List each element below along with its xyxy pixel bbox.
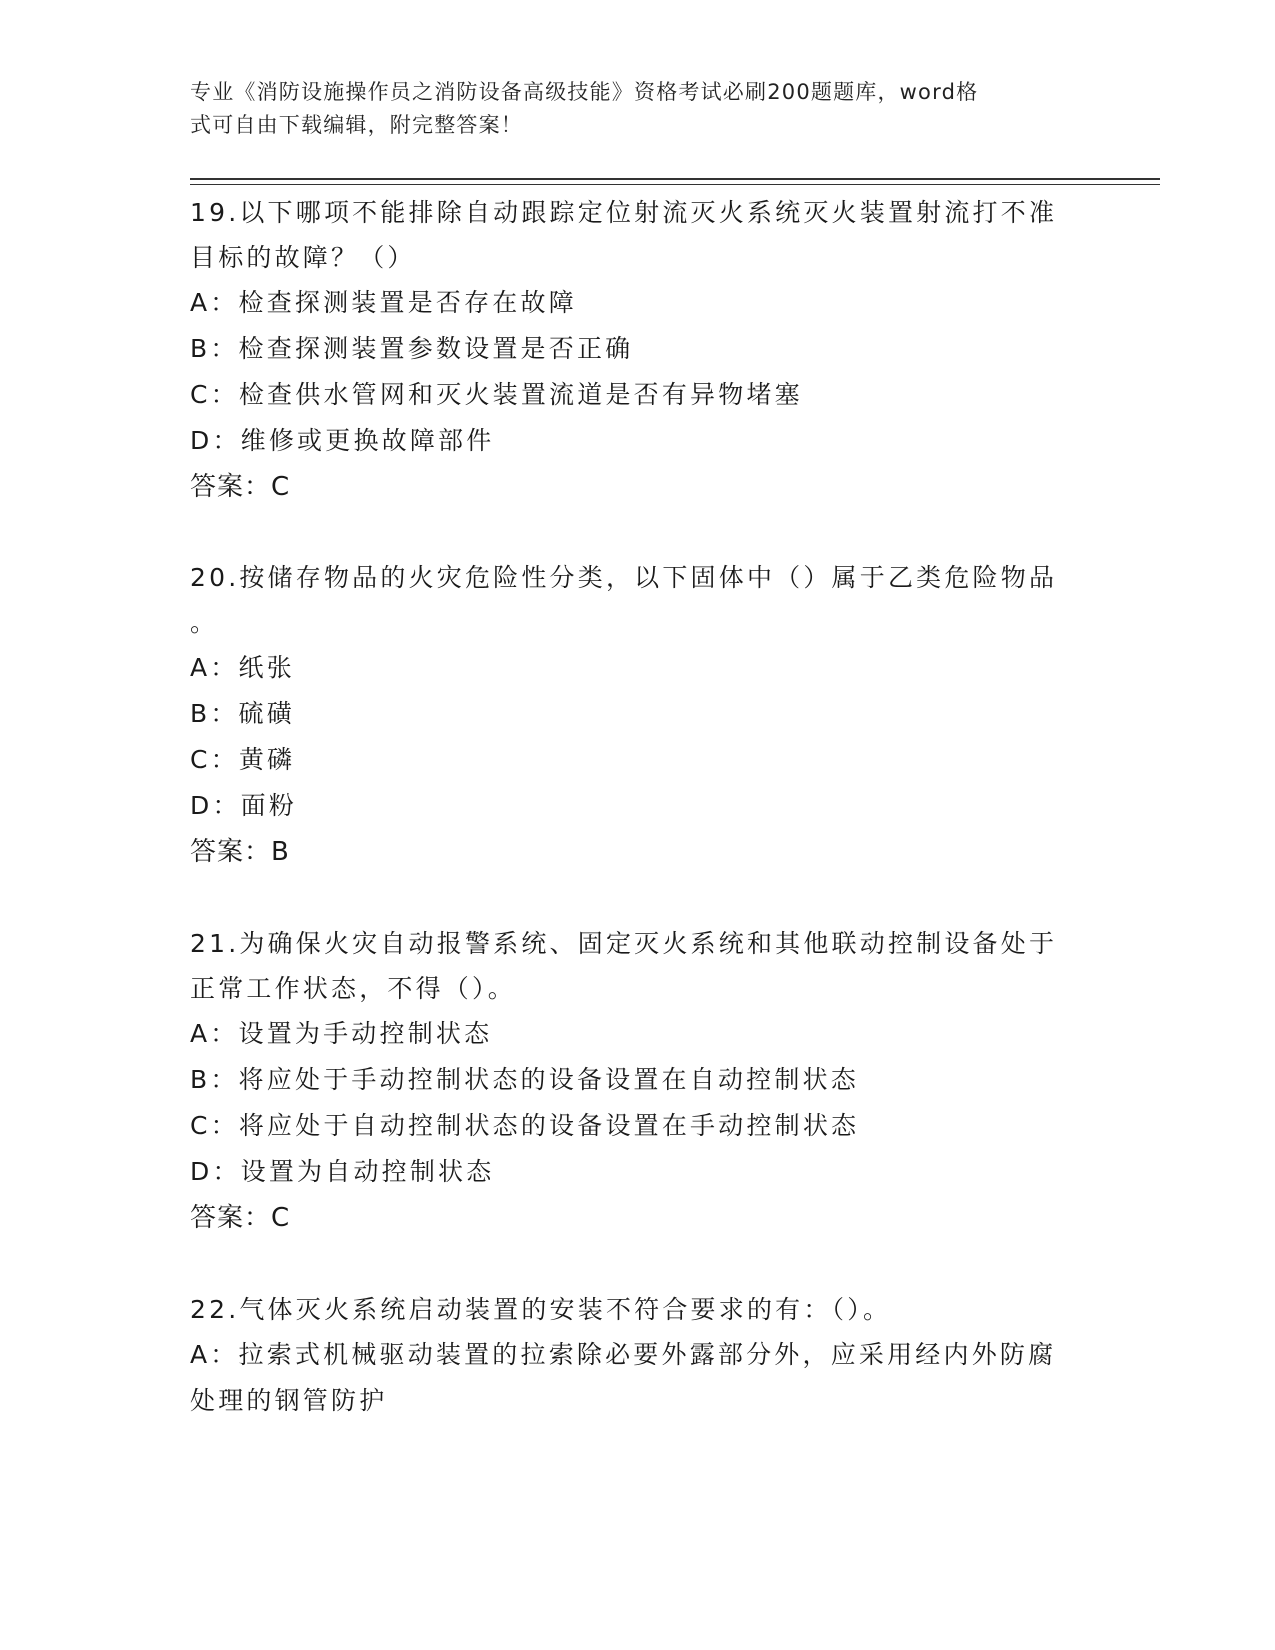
question-stem-line: 。 (190, 608, 219, 637)
header-line-1: 专业《消防设施操作员之消防设备高级技能》资格考试必刷200题题库，word格 (190, 80, 979, 104)
header-divider-thin (190, 184, 1160, 185)
option-d: D：设置为自动控制状态 (190, 1157, 495, 1186)
option-a: A：纸张 (190, 653, 295, 682)
option-a: A：拉索式机械驱动装置的拉索除必要外露部分外，应采用经内外防腐 (190, 1340, 1057, 1369)
option-c: C：将应处于自动控制状态的设备设置在手动控制状态 (190, 1111, 860, 1140)
header-divider-thick (190, 178, 1160, 180)
question-stem-line: 目标的故障？（） (190, 243, 416, 272)
option-b: B：检查探测装置参数设置是否正确 (190, 334, 634, 363)
option-b: B：硫磺 (190, 699, 295, 728)
question-stem-line: 21.为确保火灾自动报警系统、固定灭火系统和其他联动控制设备处于 (190, 929, 1058, 958)
option-d: D：面粉 (190, 791, 298, 820)
option-c: C：黄磷 (190, 745, 296, 774)
question-20 (190, 555, 1090, 875)
answer-line: 答案：C (190, 472, 291, 502)
option-d: D：维修或更换故障部件 (190, 426, 495, 455)
option-b: B：将应处于手动控制状态的设备设置在自动控制状态 (190, 1065, 859, 1094)
question-stem-line: 22.气体灭火系统启动装置的安装不符合要求的有：（）。 (190, 1295, 892, 1324)
header-line-2: 式可自由下载编辑，附完整答案！ (190, 113, 523, 137)
option-a: A：检查探测装置是否存在故障 (190, 288, 577, 317)
question-stem-line: 正常工作状态，不得（）。 (190, 974, 516, 1003)
option-a-continued: 处理的钢管防护 (190, 1386, 388, 1415)
question-stem-line: 19.以下哪项不能排除自动跟踪定位射流灭火系统灭火装置射流打不准 (190, 198, 1058, 227)
question-22 (190, 1287, 1090, 1424)
question-19 (190, 190, 1090, 510)
question-21 (190, 921, 1090, 1241)
option-c: C：检查供水管网和灭火装置流道是否有异物堵塞 (190, 380, 803, 409)
question-stem-line: 20.按储存物品的火灾危险性分类，以下固体中（）属于乙类危险物品 (190, 563, 1058, 592)
document-header (190, 76, 1090, 142)
option-a: A：设置为手动控制状态 (190, 1019, 493, 1048)
answer-line: 答案：B (190, 837, 290, 867)
answer-line: 答案：C (190, 1203, 291, 1233)
